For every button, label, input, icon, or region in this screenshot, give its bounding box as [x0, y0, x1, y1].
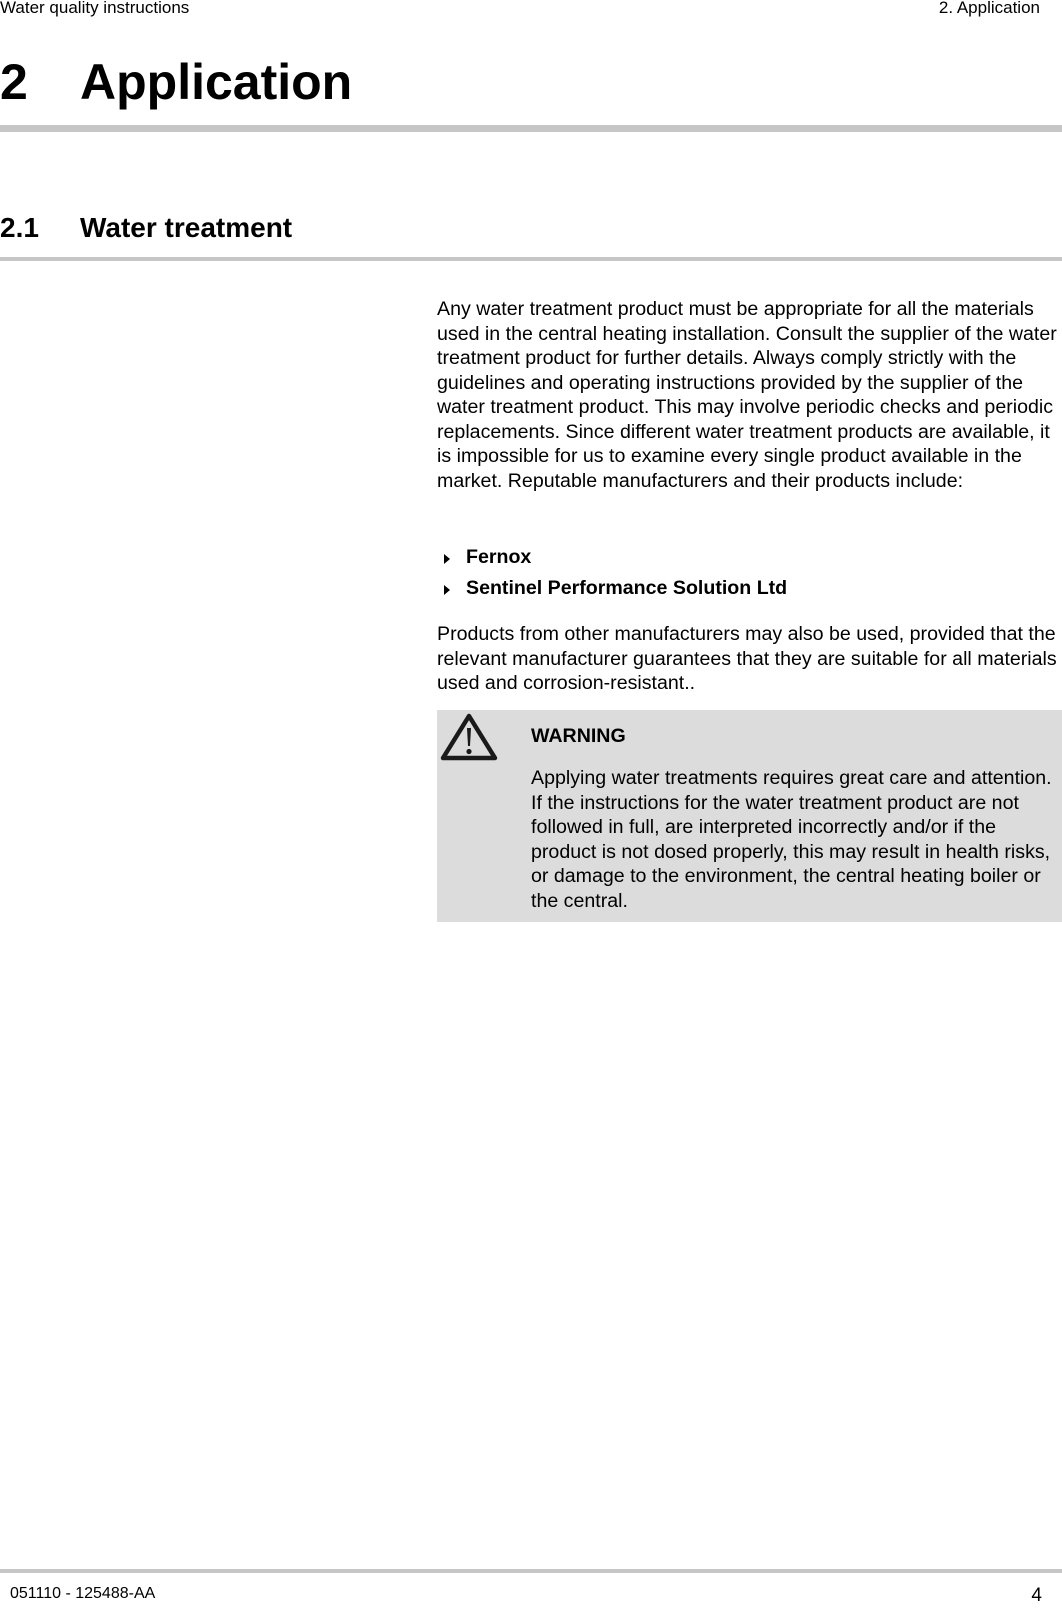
chapter-title: Application — [80, 54, 353, 110]
list-item — [437, 573, 1062, 604]
warning-title: WARNING — [531, 725, 626, 747]
chapter-number: 2 — [0, 54, 28, 110]
manufacturer-list — [437, 542, 1062, 604]
chapter-heading — [0, 52, 352, 112]
warning-triangle-icon — [439, 712, 499, 762]
running-header-section: 2. Application — [938, 0, 1040, 17]
warning-box — [437, 710, 1062, 922]
chapter-divider — [0, 125, 1062, 132]
section-number: 2.1 — [0, 212, 39, 243]
triangle-bullet-icon — [444, 554, 450, 564]
document-code: 051110 - 125488-AA — [10, 1585, 156, 1602]
followup-paragraph: Products from other manufacturers may also be used, provided that the relevant manufacturer guarantees that they are suitable for all materials used and corrosion-resistant.. — [437, 623, 1057, 694]
manufacturer-name: Sentinel Performance Solution Ltd — [466, 577, 788, 599]
section-heading — [0, 212, 292, 244]
triangle-bullet-icon — [444, 585, 450, 595]
warning-text: Applying water treatments requires great care and attention. If the instructions for the water treatment product are not followed in full, are interpreted incorrectly and/or if the product is not dosed properly, this may result in health risks, or damage to the environment, the central heating boiler or the central. — [531, 767, 1052, 912]
section-title: Water treatment — [80, 212, 293, 243]
section-divider — [0, 257, 1062, 261]
manufacturer-name: Fernox — [466, 546, 532, 568]
footer-divider — [0, 1569, 1062, 1573]
running-header-title: Water quality instructions — [0, 0, 190, 17]
intro-paragraph: Any water treatment product must be appropriate for all the materials used in the central heating installation. Consult the supplier of the water treatment product for further details. Always comply strictly with the guidelines and operating instructions provided by the supplier of the water treatment product. This may involve periodic checks and periodic replacements. Since different water treatment products are available, it is impossible for us to examine every single product available in the market. Reputable manufacturers and their products include: — [437, 298, 1057, 492]
list-item — [437, 542, 1062, 573]
page-number: 4 — [1031, 1585, 1042, 1606]
